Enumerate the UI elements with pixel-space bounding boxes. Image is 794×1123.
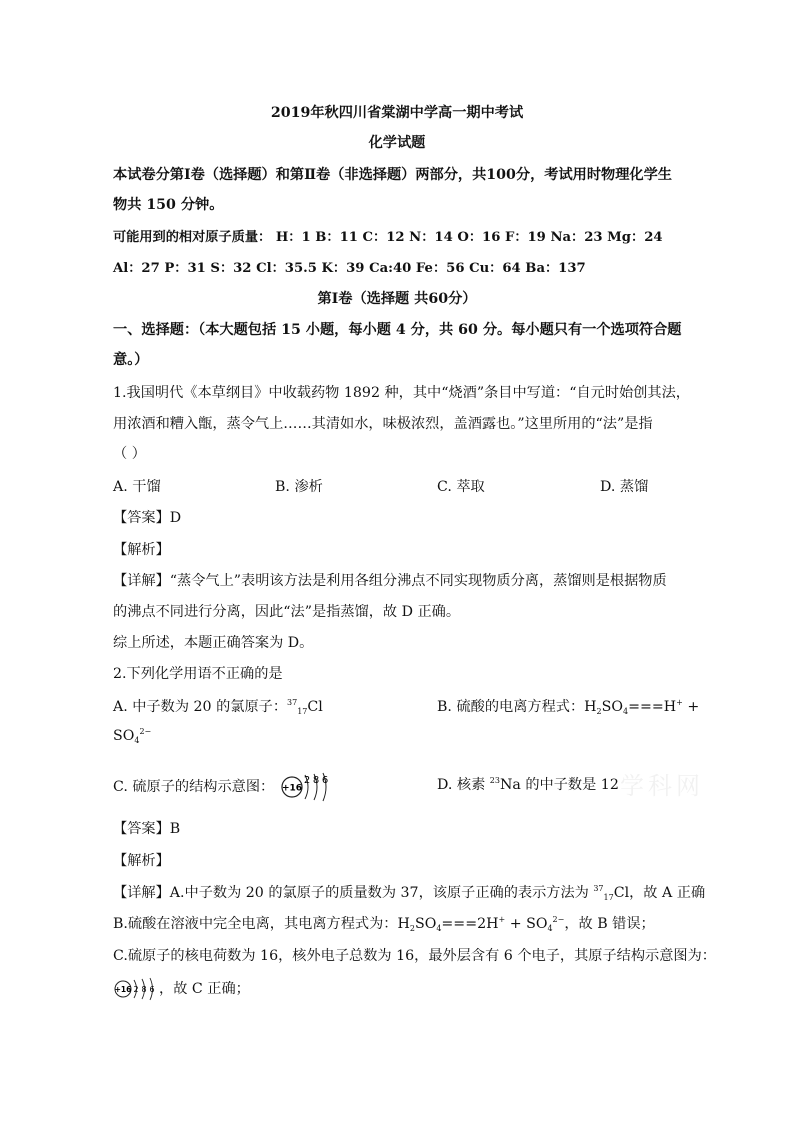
mass-number: 37 bbox=[287, 698, 298, 707]
q2-detail-a bbox=[113, 883, 705, 905]
formula-part: ===2H bbox=[441, 916, 499, 932]
q1-summary: 综上所述，本题正确答案为 D。 bbox=[113, 635, 314, 651]
q1-option-b: B. 渗析 bbox=[275, 479, 323, 495]
q2-detail-b-end: ，故 B 错误； bbox=[564, 916, 655, 932]
formula-part: SO bbox=[601, 699, 623, 715]
q2-answer: 【答案】B bbox=[113, 821, 181, 837]
charge: + bbox=[676, 698, 683, 707]
q2-option-c-text: C. 硫原子的结构示意图： bbox=[113, 779, 275, 795]
subscript: 4 bbox=[134, 736, 140, 745]
subscript: 4 bbox=[547, 924, 553, 933]
shell-electrons: 6 bbox=[321, 775, 328, 786]
mass-number: 23 bbox=[489, 776, 500, 785]
q2-option-b-text: B. 硫酸的电离方程式：H bbox=[437, 699, 597, 715]
formula-part: SO bbox=[113, 728, 135, 744]
mass-number: 37 bbox=[593, 884, 604, 893]
charge: 2− bbox=[139, 727, 152, 736]
q2-detail-b-text: B.硫酸在溶液中完全电离，其电离方程式为：H bbox=[113, 916, 410, 932]
subscript: 4 bbox=[622, 707, 629, 716]
formula-part: SO bbox=[414, 916, 437, 932]
shell-electrons: 8 bbox=[312, 775, 319, 786]
nucleus-charge: +16 bbox=[281, 783, 302, 794]
shell-electrons: 2 bbox=[133, 985, 139, 994]
subscript: 2 bbox=[409, 924, 415, 933]
nucleus-charge: +16 bbox=[114, 985, 132, 994]
q2-option-c bbox=[113, 770, 335, 804]
element-symbol: Cl bbox=[307, 699, 323, 715]
q1-detail-line-2: 的沸点不同进行分离，因此“法”是指蒸馏，故 D 正确。 bbox=[113, 604, 461, 620]
q1-analysis-heading: 【解析】 bbox=[113, 542, 170, 558]
q2-analysis-heading: 【解析】 bbox=[113, 853, 170, 869]
q2-stem: 2.下列化学用语不正确的是 bbox=[113, 666, 283, 682]
q1-detail-line-1: 【详解】“蒸令气上”表明该方法是利用各组分沸点不同实现物质分离，蒸馏则是根据物质 bbox=[113, 573, 667, 589]
atomic-masses-line-2: Al：27 P：31 S：32 Cl：35.5 K：39 Ca:40 Fe：56 Cu：64 Ba：137 bbox=[113, 261, 586, 276]
q2-detail-c-line-1: C.硫原子的核电荷数为 16，核外电子总数为 16，最外层含有 6 个电子，其原子结构示意图为： bbox=[113, 948, 716, 964]
q1-stem-line-3: （ ） bbox=[113, 446, 146, 462]
charge: + bbox=[498, 915, 506, 924]
shell-electrons: 8 bbox=[141, 985, 147, 994]
q1-option-c: C. 萃取 bbox=[437, 479, 485, 495]
sulfur-atom-diagram bbox=[279, 770, 335, 804]
q2-option-d-text: D. 核素 bbox=[437, 777, 490, 793]
charge: 2− bbox=[552, 915, 565, 924]
formula-part: + SO bbox=[505, 916, 548, 932]
q2-detail-a-text: 【详解】A.中子数为 20 的氯原子的质量数为 37，该原子正确的表示方法为 bbox=[113, 885, 594, 901]
shell-electrons: 2 bbox=[303, 775, 310, 786]
part1-instructions-line-1: 一、选择题：（本大题包括 15 小题，每小题 4 分，共 60 分。每小题只有一个选项符合题 bbox=[113, 322, 682, 338]
q2-option-d-rest: Na 的中子数是 12 bbox=[499, 777, 619, 793]
q2-option-b-continued bbox=[113, 726, 151, 748]
atomic-masses-line-1: 可能用到的相对原子质量： H：1 B：11 C：12 N：14 O：16 F：19 Na：23 Mg：24 bbox=[113, 230, 663, 245]
intro-line-2: 物共 150 分钟。 bbox=[113, 197, 224, 213]
q2-detail-b bbox=[113, 914, 655, 936]
q1-answer: 【答案】D bbox=[113, 510, 182, 526]
q1-stem-line-1: 1.我国明代《本草纲目》中收载药物 1892 种，其中“烧酒”条目中写道：“自元时始创其法， bbox=[113, 385, 690, 401]
atomic-number: 17 bbox=[297, 707, 308, 716]
q1-option-a: A. 干馏 bbox=[113, 479, 161, 495]
atomic-number: 17 bbox=[603, 893, 614, 902]
page-subtitle: 化学试题 bbox=[368, 135, 426, 151]
q2-option-a bbox=[113, 697, 323, 719]
formula-part: ===H bbox=[628, 699, 677, 715]
q2-option-d bbox=[437, 775, 619, 797]
intro-line-1: 本试卷分第Ⅰ卷（选择题）和第Ⅱ卷（非选择题）两部分，共100分，考试用时物理化学生 bbox=[113, 167, 672, 183]
q2-option-b bbox=[437, 697, 699, 719]
part1-instructions-line-2: 意。） bbox=[113, 352, 149, 368]
subscript: 4 bbox=[436, 924, 442, 933]
q1-option-d: D. 蒸馏 bbox=[600, 479, 649, 495]
q2-detail-a-end: Cl，故 A 正确 bbox=[613, 885, 706, 901]
watermark: 学科网 bbox=[620, 772, 704, 800]
sulfur-atom-diagram-small bbox=[113, 976, 159, 1002]
q2-detail-c-line-2 bbox=[113, 976, 250, 1002]
subscript: 2 bbox=[596, 707, 602, 716]
formula-part: + bbox=[682, 699, 700, 715]
shell-electrons: 6 bbox=[149, 985, 155, 994]
q2-option-a-text: A. 中子数为 20 的氯原子： bbox=[113, 699, 288, 715]
page-title: 2019年秋四川省棠湖中学高一期中考试 bbox=[270, 105, 524, 121]
q2-detail-c-end: ，故 C 正确； bbox=[159, 981, 250, 997]
q1-stem-line-2: 用浓酒和糟入甑，蒸令气上……其清如水，味极浓烈，盖酒露也。”这里所用的“法”是指 bbox=[113, 416, 653, 432]
section-title: 第Ⅰ卷（选择题 共60分） bbox=[317, 291, 477, 307]
